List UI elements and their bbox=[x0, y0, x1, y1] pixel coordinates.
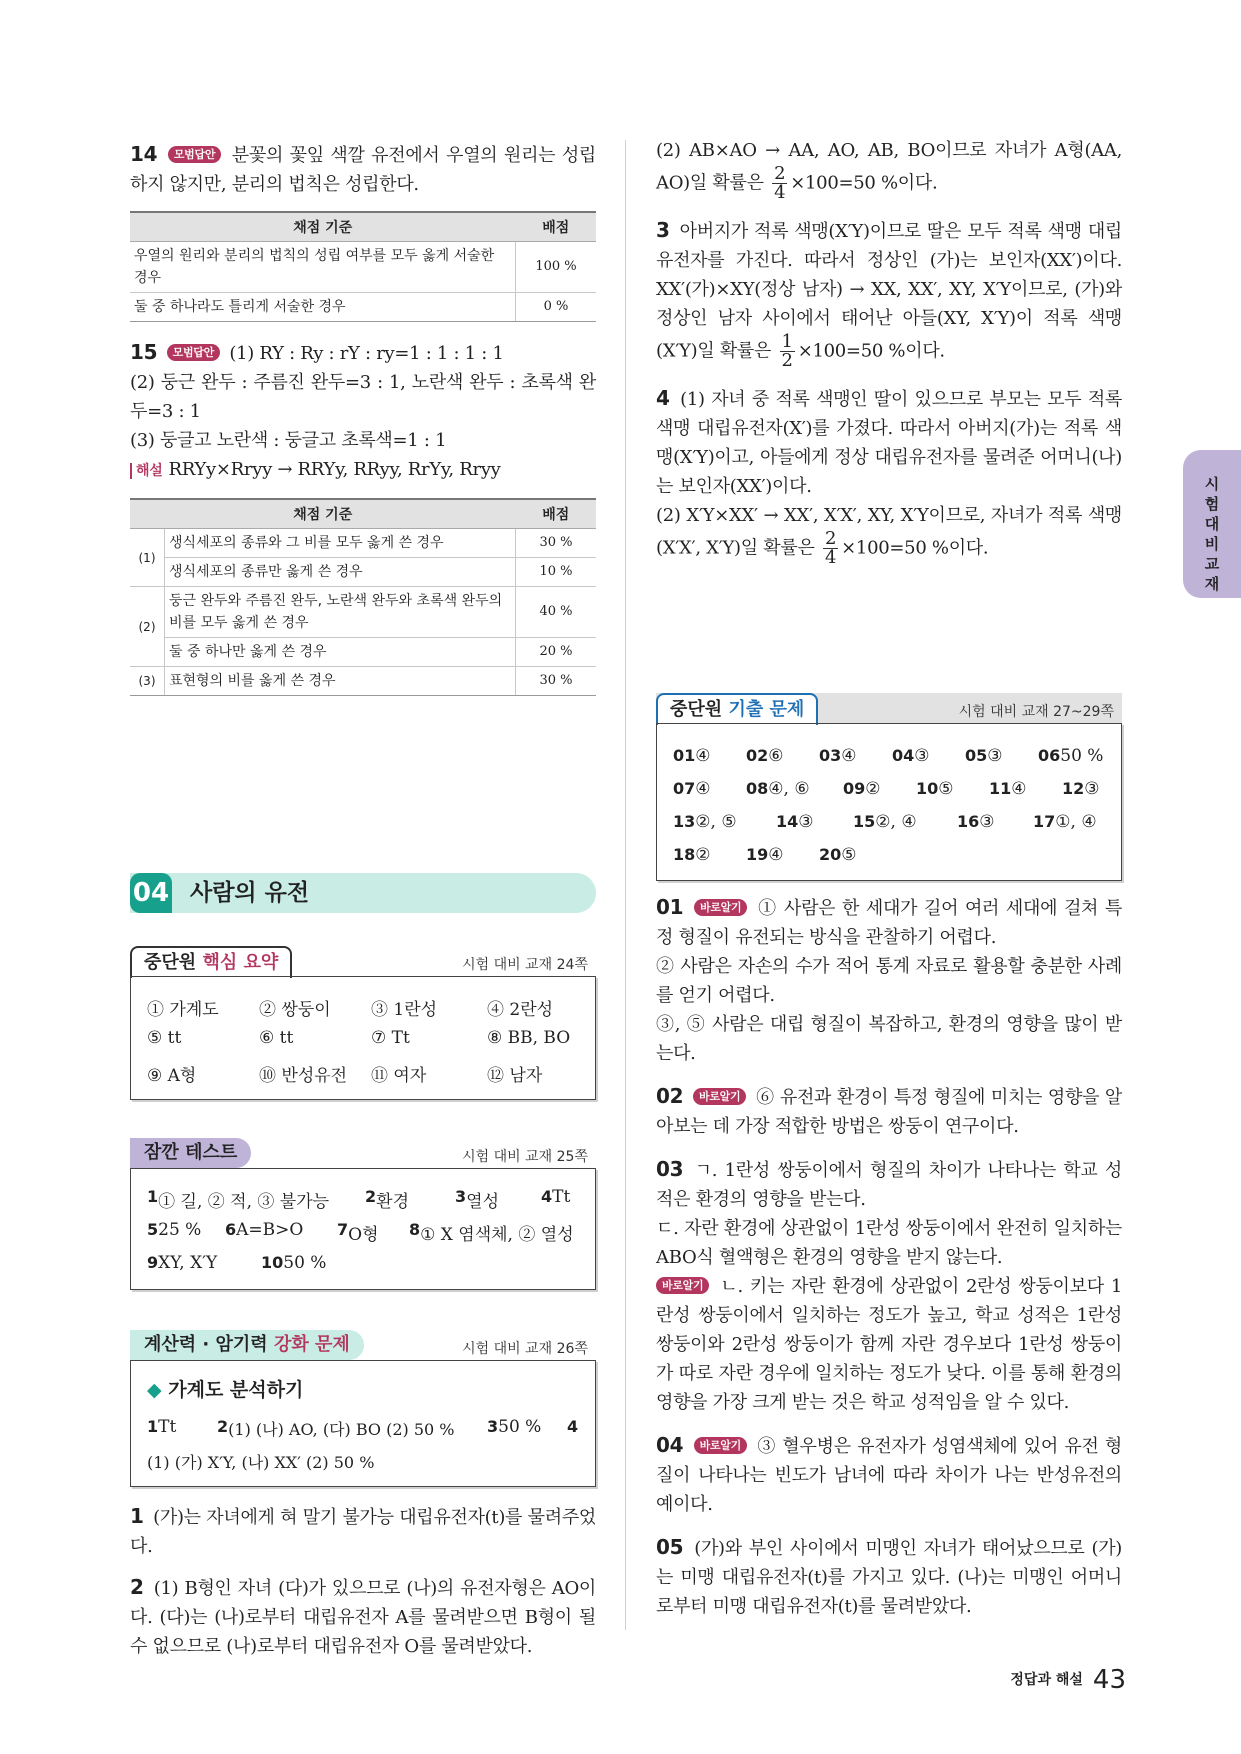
right-column bbox=[656, 136, 1122, 567]
table-cell: 생식세포의 종류와 그 비를 모두 옳게 쓴 경우 bbox=[165, 529, 516, 558]
calc-subtitle-text: 가계도 분석하기 bbox=[168, 1379, 304, 1401]
answer-text: ③ bbox=[798, 812, 814, 832]
table-row bbox=[130, 638, 596, 667]
answer-text: 25 % bbox=[158, 1220, 202, 1240]
answer-number: 3 bbox=[455, 1187, 467, 1206]
answer-text: 환경 bbox=[376, 1192, 409, 1212]
answer-text: Tt bbox=[158, 1417, 177, 1437]
q15-line1: (1) RY : Ry : rY : ry=1 : 1 : 1 : 1 bbox=[229, 343, 504, 364]
list-item: ⑨ A형 bbox=[147, 1066, 197, 1086]
exam-tab bbox=[656, 693, 818, 725]
right-q4 bbox=[656, 384, 1122, 567]
table-row bbox=[130, 558, 596, 587]
fraction bbox=[823, 530, 838, 567]
answer-number: 01 bbox=[673, 746, 696, 765]
answer-text: ④, ⑥ bbox=[768, 779, 810, 799]
answer-text: ④ bbox=[1011, 779, 1027, 799]
fraction bbox=[780, 333, 795, 370]
answer-text: ⑤ bbox=[841, 845, 857, 865]
table-cell: 둘 중 하나라도 틀리게 서술한 경우 bbox=[130, 293, 516, 322]
quick-test-header bbox=[130, 1138, 596, 1168]
table-cell: 20 % bbox=[516, 638, 597, 667]
answer-text: ⑥ bbox=[768, 746, 784, 766]
list-item: ⑤ tt bbox=[147, 1028, 182, 1048]
calc-box bbox=[130, 1360, 596, 1487]
list-item: ① 가계도 bbox=[147, 1000, 219, 1020]
fraction-denominator: 2 bbox=[781, 350, 793, 371]
answer-number: 08 bbox=[746, 779, 769, 798]
list-item: ⑫ 남자 bbox=[487, 1066, 543, 1086]
q-number: 3 bbox=[656, 218, 670, 242]
table-cell: 표현형의 비를 옳게 쓴 경우 bbox=[165, 667, 516, 696]
answer-number: 05 bbox=[965, 746, 988, 765]
answer-number: 13 bbox=[673, 812, 696, 831]
answer-text: ②, ⑤ bbox=[695, 812, 737, 832]
list-item: ⑩ 반성유전 bbox=[259, 1066, 348, 1086]
answer-03 bbox=[656, 1155, 1122, 1417]
answer-number: 19 bbox=[746, 845, 769, 864]
q-number: 02 bbox=[656, 1084, 684, 1108]
answer-text: 열성 bbox=[466, 1192, 499, 1212]
a01-text-a: ① 사람은 한 세대가 길어 여러 세대에 걸쳐 특정 형질이 유전되는 방식을 관찰하기 어렵다. bbox=[656, 898, 1123, 948]
answer-text: Tt bbox=[552, 1187, 571, 1207]
table-cell: 30 % bbox=[516, 529, 597, 558]
page-footer bbox=[1010, 1665, 1126, 1695]
q4-text-b: (2) X′Y×XX′ → XX′, X′X′, XY, X′Y이므로, 자녀가 적록 색맹(X′X′, X′Y)일 확률은 bbox=[656, 505, 1122, 559]
calc-tab bbox=[130, 1330, 364, 1360]
q14-text bbox=[130, 140, 596, 199]
exam-box bbox=[656, 723, 1122, 881]
right-q3 bbox=[656, 216, 1122, 370]
q-number: 2 bbox=[130, 1575, 144, 1599]
answer-number: 6 bbox=[225, 1220, 237, 1239]
q-number: 04 bbox=[656, 1433, 684, 1457]
answer-number: 16 bbox=[957, 812, 980, 831]
answer-04 bbox=[656, 1431, 1122, 1519]
quick-head-a: 잠깐 bbox=[144, 1142, 179, 1163]
exam-head-a: 중단원 bbox=[670, 699, 723, 720]
answer-text: (1) (나) AO, (다) BO (2) 50 % bbox=[228, 1420, 455, 1439]
answer-number: 10 bbox=[916, 779, 939, 798]
table-row bbox=[130, 667, 596, 696]
q14-answer: 분꽃의 꽃잎 색깔 유전에서 우열의 원리는 성립하지 않지만, 분리의 법칙은 성립한다. bbox=[130, 145, 597, 195]
table-cell: 100 % bbox=[516, 242, 597, 293]
table-row bbox=[130, 587, 596, 638]
table-cell: 30 % bbox=[516, 667, 597, 696]
table-cell: 생식세포의 종류만 옳게 쓴 경우 bbox=[165, 558, 516, 587]
quick-test-tab bbox=[130, 1138, 251, 1168]
list-item: ⑪ 여자 bbox=[371, 1066, 427, 1086]
answer-number: 3 bbox=[487, 1417, 499, 1436]
fraction-numerator: 2 bbox=[824, 528, 837, 549]
answer-text: ④ bbox=[695, 746, 711, 766]
p2-text-b: ×100=50 %이다. bbox=[790, 172, 938, 194]
list-item: ⑦ Tt bbox=[371, 1028, 410, 1048]
q15-line2: (2) 둥근 완두 : 주름진 완두=3 : 1, 노란색 완두 : 초록색 완두=3 : 1 bbox=[130, 372, 596, 422]
q4-text-a: (1) 자녀 중 적록 색맹인 딸이 있으므로 부모는 모두 적록 색맹 대립유전자(X′)를 가졌다. 따라서 아버지(가)는 적록 색맹(X′Y)이고, 아들에게 정상 대립유전자를 물려준 어머니(나)는 보인자(XX′)이다. bbox=[656, 389, 1122, 497]
q4-text-c: ×100=50 %이다. bbox=[841, 537, 989, 559]
answer-text: ③ bbox=[914, 746, 930, 766]
column-divider bbox=[625, 140, 626, 1630]
answer-number: 18 bbox=[673, 845, 696, 864]
a05-text: (가)와 부인 사이에서 미맹인 자녀가 태어났으므로 (가)는 미맹 대립유전자(t)를 가지고 있다. (나)는 미맹인 어머니로부터 미맹 대립유전자(t)를 물려받았다. bbox=[656, 1538, 1122, 1617]
table-cell: 우열의 원리와 분리의 법칙의 성립 여부를 모두 옳게 서술한 경우 bbox=[130, 242, 516, 293]
answer-text: XY, X′Y bbox=[158, 1253, 218, 1273]
table-header: 채점 기준 bbox=[130, 499, 516, 529]
answer-number: 06 bbox=[1038, 746, 1061, 765]
calc-head-b: 강화 문제 bbox=[273, 1334, 350, 1355]
answer-text: ③ bbox=[979, 812, 995, 832]
quick-test-box bbox=[130, 1168, 596, 1290]
answer-05 bbox=[656, 1533, 1122, 1621]
answer-text: ①, ④ bbox=[1055, 812, 1097, 832]
calc-subtitle bbox=[147, 1375, 303, 1402]
list-item: ⑥ tt bbox=[259, 1028, 294, 1048]
right-bottom-answers bbox=[656, 893, 1122, 1621]
a01-text-c: ③, ⑤ 사람은 대립 형질이 복잡하고, 환경의 영향을 많이 받는다. bbox=[656, 1014, 1122, 1064]
calc-ref: 시험 대비 교재 26쪽 bbox=[462, 1341, 588, 1357]
answer-number: 20 bbox=[819, 845, 842, 864]
a03-text-c: ㄴ. 키는 자란 환경에 상관없이 2란성 쌍둥이보다 1란성 쌍둥이에서 일치하는 정도가 높고, 학교 성적은 1란성 쌍둥이와 2란성 쌍둥이가 함께 자란 경우보다 1란성 쌍둥이가 따로 자란 경우에 일치하는 정도가 낮다. 이를 통해 환경의 영향을 가장 크게 받는 것은 학교 성적임을 알 수 있다. bbox=[656, 1276, 1123, 1413]
table-header: 채점 기준 bbox=[130, 212, 516, 242]
calc-header bbox=[130, 1330, 596, 1360]
side-tab[interactable] bbox=[1183, 450, 1241, 598]
answer-text: ④ bbox=[695, 779, 711, 799]
q15-line3: (3) 둥글고 노란색 : 둥글고 초록색=1 : 1 bbox=[130, 430, 447, 451]
a02-text: ⑥ 유전과 환경이 특정 형질에 미치는 영향을 알아보는 데 가장 적합한 방법은 쌍둥이 연구이다. bbox=[656, 1087, 1123, 1137]
answer-text: O형 bbox=[348, 1225, 379, 1245]
p2-text-a: (2) AB×AO → AA, AO, AB, BO이므로 자녀가 A형(AA, AO)일 확률은 bbox=[656, 140, 1122, 194]
answer-number: 11 bbox=[989, 779, 1012, 798]
diamond-icon: ◆ bbox=[147, 1379, 162, 1401]
side-tab-label: 시험 대비 교재 bbox=[1204, 475, 1220, 593]
answer-text: 50 % bbox=[498, 1417, 542, 1437]
left-bottom-questions bbox=[130, 1502, 596, 1661]
answer-number: 14 bbox=[776, 812, 799, 831]
table-cell: 40 % bbox=[516, 587, 597, 638]
left-q2 bbox=[130, 1573, 596, 1661]
q-number: 1 bbox=[130, 1504, 144, 1528]
correction-tag: 바로알기 bbox=[694, 899, 747, 916]
answer-number: 9 bbox=[147, 1253, 159, 1272]
answer-text: ④ bbox=[841, 746, 857, 766]
correction-tag: 바로알기 bbox=[694, 1437, 747, 1454]
section-title: 사람의 유전 bbox=[190, 880, 310, 906]
core-head-b: 핵심 요약 bbox=[202, 952, 279, 973]
page-number: 43 bbox=[1092, 1665, 1126, 1695]
q-number: 03 bbox=[656, 1157, 684, 1181]
core-ref: 시험 대비 교재 24쪽 bbox=[462, 957, 588, 973]
answer-text: ②, ④ bbox=[875, 812, 917, 832]
answer-number: 17 bbox=[1033, 812, 1056, 831]
q14-number: 14 bbox=[130, 142, 158, 166]
q3-text-b: ×100=50 %이다. bbox=[797, 340, 945, 362]
list-item: ⑧ BB, BO bbox=[487, 1028, 571, 1048]
a03-text-a: ㄱ. 1란성 쌍둥이에서 형질의 차이가 나타나는 학교 성적은 환경의 영향을 받는다. bbox=[656, 1160, 1123, 1210]
q-number: 05 bbox=[656, 1535, 684, 1559]
answer-number: 4 bbox=[541, 1187, 553, 1206]
answer-01 bbox=[656, 893, 1122, 1068]
answer-number: 12 bbox=[1062, 779, 1085, 798]
calc-head-a: 계산력 · 암기력 bbox=[144, 1334, 268, 1355]
core-summary-header bbox=[130, 946, 596, 976]
table-header: 배점 bbox=[516, 499, 597, 529]
fraction bbox=[772, 165, 787, 202]
right-p2 bbox=[656, 136, 1122, 202]
answer-number: 5 bbox=[147, 1220, 159, 1239]
table-cell: (2) bbox=[130, 587, 165, 667]
table-cell: 둘 중 하나만 옳게 쓴 경우 bbox=[165, 638, 516, 667]
quick-ref: 시험 대비 교재 25쪽 bbox=[462, 1149, 588, 1165]
q-number: 4 bbox=[656, 386, 670, 410]
table-header: 배점 bbox=[516, 212, 597, 242]
fraction-denominator: 4 bbox=[824, 547, 837, 568]
q3-text-a: 아버지가 적록 색맹(X′Y)이므로 딸은 모두 적록 색맹 대립유전자를 가진다. 따라서 정상인 (가)는 보인자(XX′)이다. XX′(가)×XY(정상 남자) → XX, XX′, XY, X′Y이므로, (가)와 정상인 남자 사이에서 태어난 아들(XY, X′Y)이 적록 색맹(X′Y)일 확률은 bbox=[656, 221, 1122, 362]
table-cell: 둥근 완두와 주름진 완두, 노란색 완두와 초록색 완두의 비를 모두 옳게 쓴 경우 bbox=[165, 587, 516, 638]
q15-score-table bbox=[130, 498, 596, 696]
q14-score-table bbox=[130, 211, 596, 322]
section-number: 04 bbox=[130, 873, 172, 913]
answer-text: 50 % bbox=[1060, 746, 1104, 766]
table-cell: 0 % bbox=[516, 293, 597, 322]
answer-number: 10 bbox=[261, 1253, 284, 1272]
answer-number: 1 bbox=[147, 1187, 159, 1206]
model-answer-tag: 모범답안 bbox=[167, 344, 220, 361]
model-answer-tag: 모범답안 bbox=[168, 146, 221, 163]
list-item: ③ 1란성 bbox=[371, 1000, 438, 1020]
correction-tag: 바로알기 bbox=[656, 1277, 709, 1294]
fraction-denominator: 4 bbox=[774, 182, 786, 203]
footer-label: 정답과 해설 bbox=[1010, 1672, 1083, 1688]
core-summary-tab bbox=[130, 946, 292, 978]
answer-number: 09 bbox=[843, 779, 866, 798]
answer-text: ① X 염색체, ② 열성 bbox=[420, 1225, 574, 1245]
core-head-a: 중단원 bbox=[144, 952, 197, 973]
table-row bbox=[130, 242, 596, 293]
core-summary-box bbox=[130, 976, 596, 1100]
exam-head-b: 기출 문제 bbox=[728, 699, 805, 720]
answer-number: 7 bbox=[337, 1220, 349, 1239]
answer-text: ② bbox=[695, 845, 711, 865]
q-text: (가)는 자녀에게 혀 말기 불가능 대립유전자(t)를 물려주었다. bbox=[130, 1507, 596, 1557]
q-number: 01 bbox=[656, 895, 684, 919]
table-cell: (1) bbox=[130, 529, 165, 587]
left-q1 bbox=[130, 1502, 596, 1561]
answer-text: A=B>O bbox=[236, 1220, 304, 1240]
a03-text-b: ㄷ. 자란 환경에 상관없이 1란성 쌍둥이에서 완전히 일치하는 ABO식 혈액형은 환경의 영향을 받지 않는다. bbox=[656, 1218, 1122, 1268]
q15-number: 15 bbox=[130, 340, 158, 364]
answer-text: (1) (가) X′Y, (나) XX′ (2) 50 % bbox=[147, 1453, 375, 1472]
answer-text: ③ bbox=[1084, 779, 1100, 799]
answer-02 bbox=[656, 1082, 1122, 1141]
answer-number: 15 bbox=[853, 812, 876, 831]
table-row bbox=[130, 529, 596, 558]
correction-tag: 바로알기 bbox=[693, 1088, 746, 1105]
a04-text: ③ 혈우병은 유전자가 성염색체에 있어 유전 형질이 나타나는 빈도가 남녀에 따라 차이가 나는 반성유전의 예이다. bbox=[656, 1436, 1123, 1515]
explanation-tag: 해설 bbox=[130, 463, 162, 479]
table-row bbox=[130, 293, 596, 322]
answer-number: 2 bbox=[217, 1417, 229, 1436]
list-item: ④ 2란성 bbox=[487, 1000, 554, 1020]
list-item: ② 쌍둥이 bbox=[259, 1000, 331, 1020]
exam-ref: 시험 대비 교재 27~29쪽 bbox=[958, 704, 1114, 720]
answer-number: 8 bbox=[409, 1220, 421, 1239]
quick-head-b: 테스트 bbox=[185, 1142, 238, 1163]
answer-text: ② bbox=[865, 779, 881, 799]
answer-number: 03 bbox=[819, 746, 842, 765]
answer-number: 1 bbox=[147, 1417, 159, 1436]
answer-text: ⑤ bbox=[938, 779, 954, 799]
answer-number: 04 bbox=[892, 746, 915, 765]
answer-number: 07 bbox=[673, 779, 696, 798]
answer-text: 50 % bbox=[283, 1253, 327, 1273]
fraction-numerator: 1 bbox=[781, 331, 793, 352]
answer-text: ① 길, ② 적, ③ 불가능 bbox=[158, 1192, 330, 1212]
answer-number: 02 bbox=[746, 746, 769, 765]
answer-number: 2 bbox=[365, 1187, 377, 1206]
exam-header bbox=[656, 693, 1122, 723]
fraction-numerator: 2 bbox=[774, 163, 786, 184]
a01-text-b: ② 사람은 자손의 수가 적어 통계 자료로 활용할 충분한 사례를 얻기 어렵다. bbox=[656, 956, 1122, 1006]
left-column bbox=[130, 140, 596, 712]
answer-text: ③ bbox=[987, 746, 1003, 766]
table-cell: (3) bbox=[130, 667, 165, 696]
answer-text: ④ bbox=[768, 845, 784, 865]
answer-number: 4 bbox=[567, 1417, 579, 1436]
q-text: (1) B형인 자녀 (다)가 있으므로 (나)의 유전자형은 AO이다. (다)는 (나)로부터 대립유전자 A를 물려받으면 B형이 될 수 없으므로 (나)로부터 대립유전자 O를 물려받았다. bbox=[130, 1578, 596, 1657]
q15-explanation: RRYy×Rryy → RRYy, RRyy, RrYy, Rryy bbox=[168, 459, 501, 480]
table-cell: 10 % bbox=[516, 558, 597, 587]
q15-text bbox=[130, 338, 596, 486]
